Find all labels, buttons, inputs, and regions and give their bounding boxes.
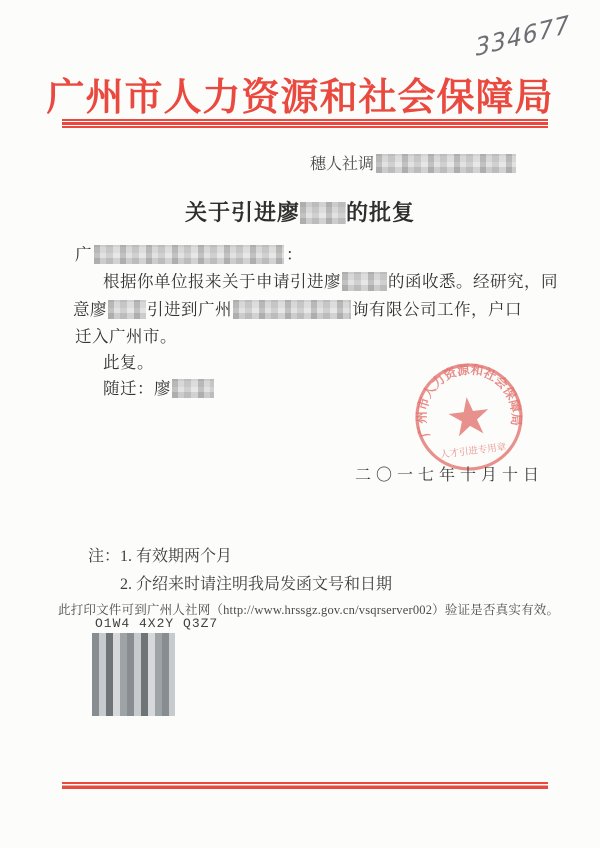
notes-items (120, 543, 392, 599)
recipient-colon: ： (286, 245, 303, 264)
redacted-company-name (233, 300, 351, 319)
redacted-name (172, 379, 214, 398)
verification-code: O1W4 4X2Y Q3Z7 (95, 616, 219, 631)
redacted-name (300, 202, 346, 224)
footer-divider-rule (62, 782, 548, 789)
notes-section (88, 543, 392, 599)
document-title (0, 196, 600, 227)
redacted-name (342, 272, 387, 291)
body-line-1 (103, 268, 558, 292)
companion-line (103, 375, 214, 399)
header-divider-rule (62, 119, 548, 128)
body-text: 意廖 (73, 300, 107, 319)
body-line-3: 迁入广州市。 (75, 327, 177, 346)
title-text-after: 的批复 (346, 200, 416, 225)
document-number (310, 151, 516, 174)
recipient-line (75, 241, 303, 265)
closing-line: 此复。 (103, 353, 154, 372)
body-line-2 (73, 296, 522, 320)
redacted-name (108, 300, 146, 319)
body-text: 询有限公司工作，户口 (352, 300, 522, 319)
redacted-recipient (94, 245, 284, 264)
body-text: 引进到广州 (147, 300, 232, 319)
note-item: 1. 有效期两个月 (120, 548, 233, 565)
seal-bottom-text: 人才引进专用章 (439, 442, 507, 461)
handwritten-number: 334677 (474, 10, 572, 62)
document-number-prefix: 穗人社调 (310, 156, 375, 173)
seal-ring-text: 广州市人力资源和社会保障局 (414, 362, 524, 439)
body-text: 的函收悉。经研究，同 (388, 272, 558, 291)
agency-header: 广州市人力资源和社会保障局 (46, 77, 554, 119)
qr-code-pixelated (92, 633, 175, 716)
notes-label: 注： (88, 548, 121, 565)
redacted-document-number (376, 154, 516, 173)
title-text-before: 关于引进廖 (184, 200, 300, 225)
recipient-prefix: 广 (75, 245, 92, 264)
document-date: 二〇一七年十月十日 (354, 467, 544, 484)
body-text: 根据你单位报来关于申请引进廖 (103, 272, 341, 291)
companion-label: 随迁：廖 (103, 379, 171, 398)
star-icon (447, 395, 491, 438)
verification-instruction: 此打印文件可到广州人社网（http://www.hrssgz.gov.cn/vsqrserver002）验证是否真实有效。 (58, 603, 560, 617)
note-item: 2. 介绍来时请注明我局发函文号和日期 (120, 576, 393, 593)
